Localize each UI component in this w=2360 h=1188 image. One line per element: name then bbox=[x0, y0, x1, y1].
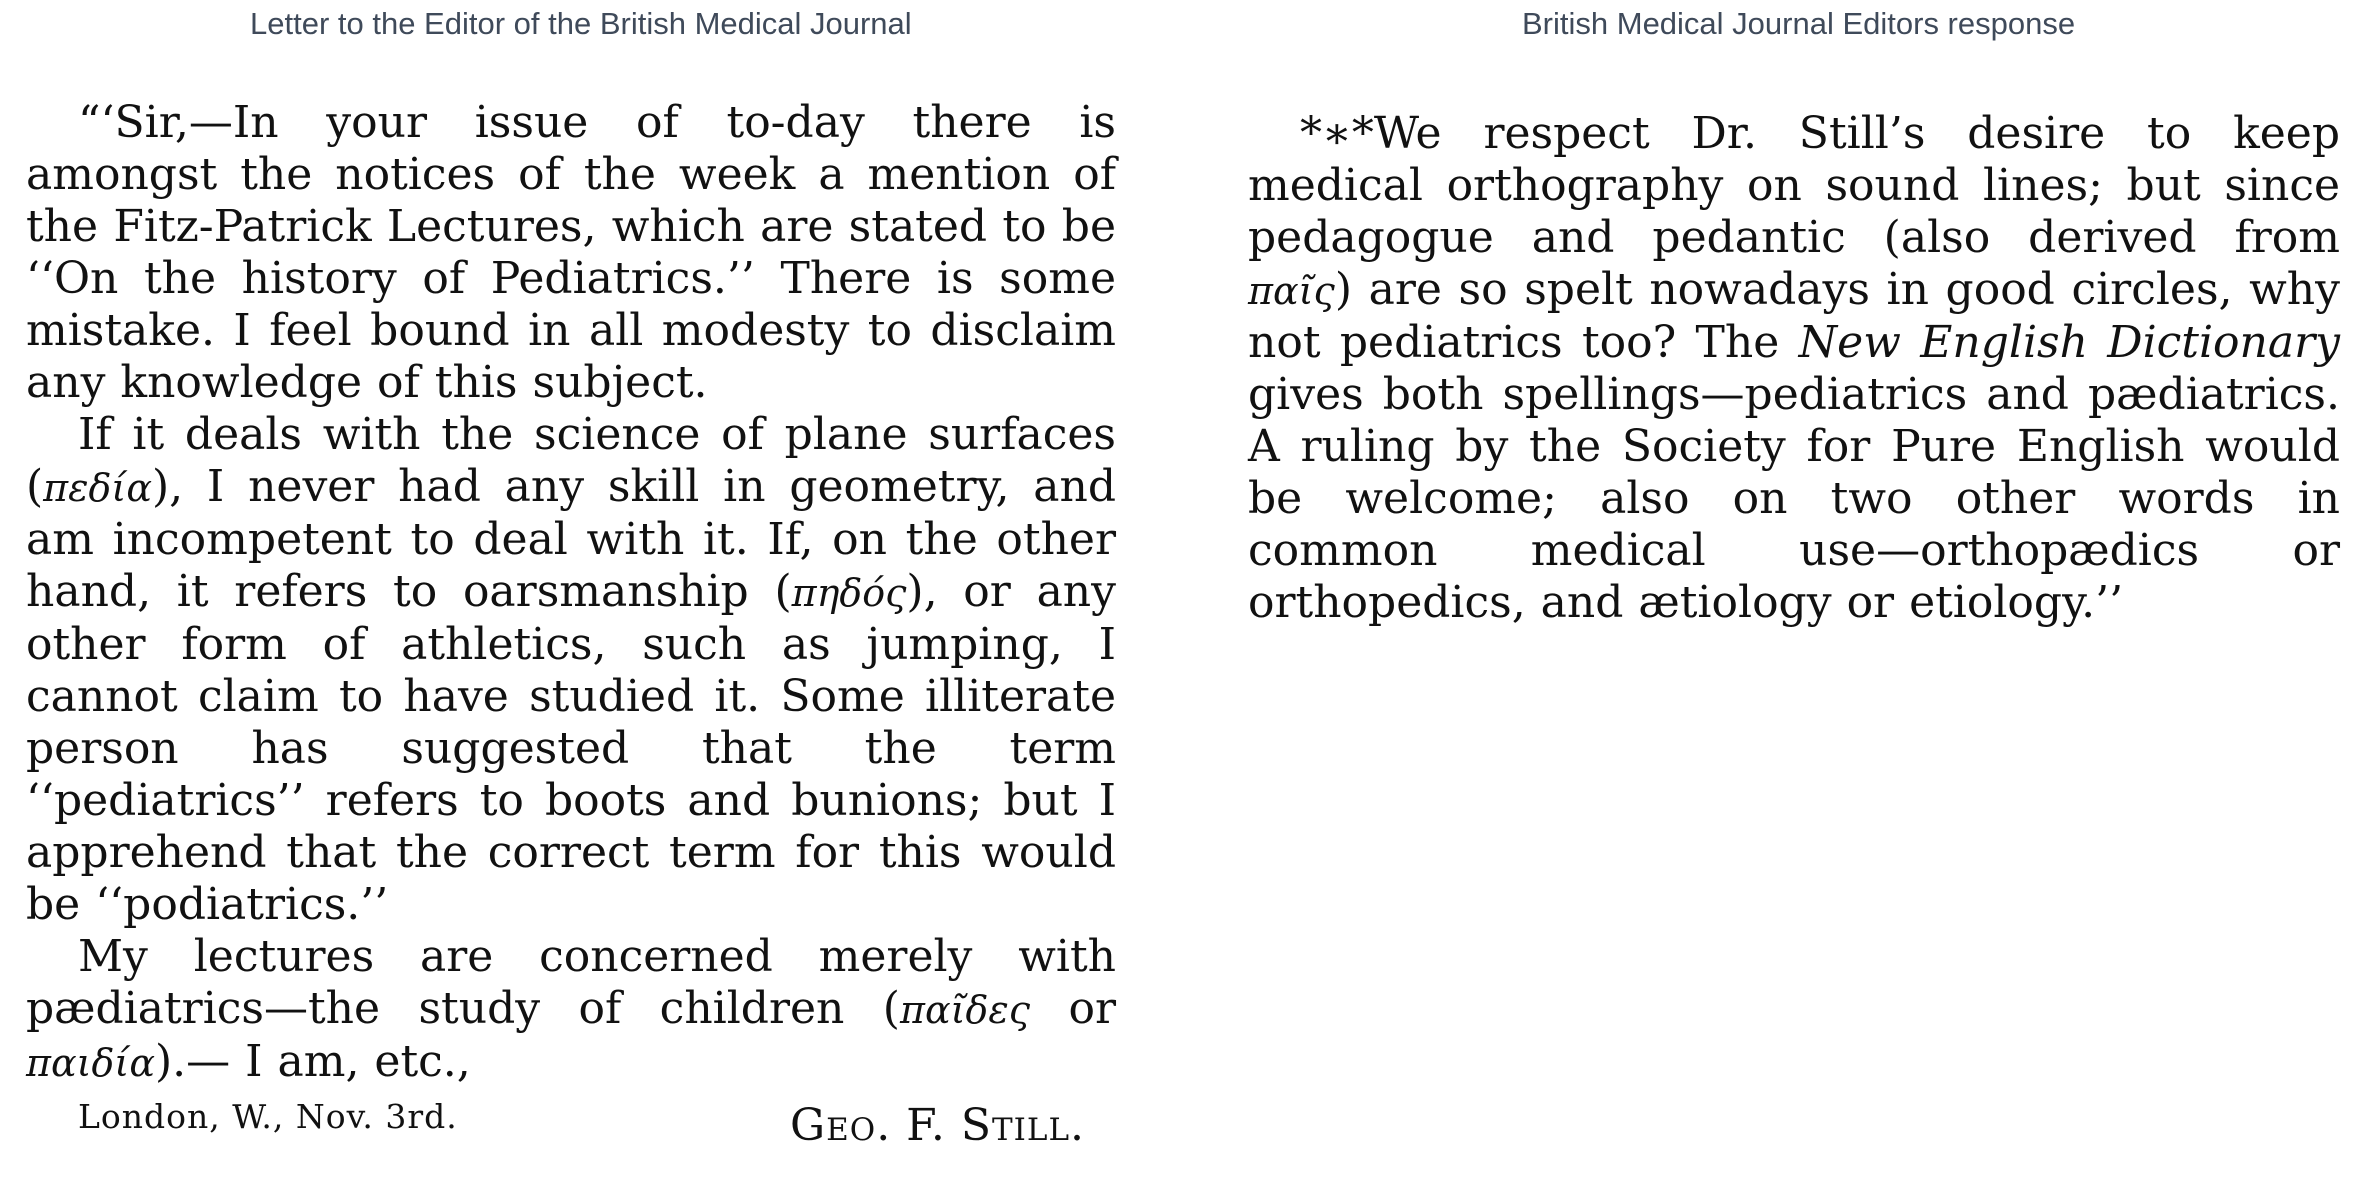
letter-paragraph-3-text: ).— I am, etc., bbox=[154, 1036, 471, 1087]
response-text: gives both spellings—pediatrics and pædiatrics. A ruling by the Society for Pure English would be welcome; also on two other words in common medical use—orthopædics or orthopedics, and ætiology or etiology.’’ bbox=[1248, 369, 2340, 628]
letter-paragraph-2-text: ), I never had any skill in geometry, and am incompetent to deal with it. If, on the other hand, it refers to oarsmanship ( bbox=[26, 461, 1116, 617]
letter-dateline: London, W., Nov. 3rd. bbox=[78, 1097, 458, 1136]
dictionary-title: New English Dictionary bbox=[1798, 317, 2340, 368]
letter-body bbox=[26, 97, 1116, 1089]
letter-paragraph-3 bbox=[26, 931, 1116, 1089]
response-caption: British Medical Journal Editors response bbox=[1522, 6, 2076, 41]
greek-word-paides: παῖδες bbox=[899, 988, 1031, 1032]
letter-paragraph-3-text: or bbox=[1030, 983, 1116, 1034]
letter-paragraph-2-text: If it deals with the science of plane surfaces ( bbox=[26, 409, 1116, 512]
response-paragraph bbox=[1248, 108, 2340, 629]
greek-word-pais: παῖς bbox=[1248, 269, 1335, 313]
response-body bbox=[1248, 108, 2340, 629]
letter-caption: Letter to the Editor of the British Medical Journal bbox=[250, 6, 912, 41]
response-text: ) are so spelt nowadays in good circles, why not pediatrics too? The bbox=[1248, 264, 2340, 368]
greek-word-paidia: παιδία bbox=[26, 1041, 155, 1085]
response-text: *∗*We respect Dr. Still’s desire to keep medical orthography on sound lines; but since pedagogue and pedantic (also derived from bbox=[1248, 108, 2340, 263]
letter-paragraph-3-text: My lectures are concerned merely with pædiatrics—the study of children ( bbox=[26, 931, 1116, 1034]
letter-paragraph-2 bbox=[26, 409, 1116, 931]
greek-word-pedia: πεδία bbox=[43, 466, 152, 510]
greek-word-pedos: πηδός bbox=[791, 571, 907, 615]
letter-paragraph-2-text: ), or any other form of athletics, such as jumping, I cannot claim to have studied it. Some illiterate person has suggested that the term ‘‘pediatrics’’ refers to boots and bunions; but I apprehend that the correct term for this would be ‘‘podiatrics.’’ bbox=[26, 566, 1116, 930]
letter-signature: Geo. F. Still. bbox=[790, 1100, 1086, 1151]
letter-paragraph-1: “‘Sir,—In your issue of to-day there is amongst the notices of the week a mention of the Fitz-Patrick Lectures, which are stated to be ‘‘On the history of Pediatrics.’’ There is some mistake. I feel bound in all modesty to disclaim any knowledge of this subject. bbox=[26, 97, 1116, 408]
